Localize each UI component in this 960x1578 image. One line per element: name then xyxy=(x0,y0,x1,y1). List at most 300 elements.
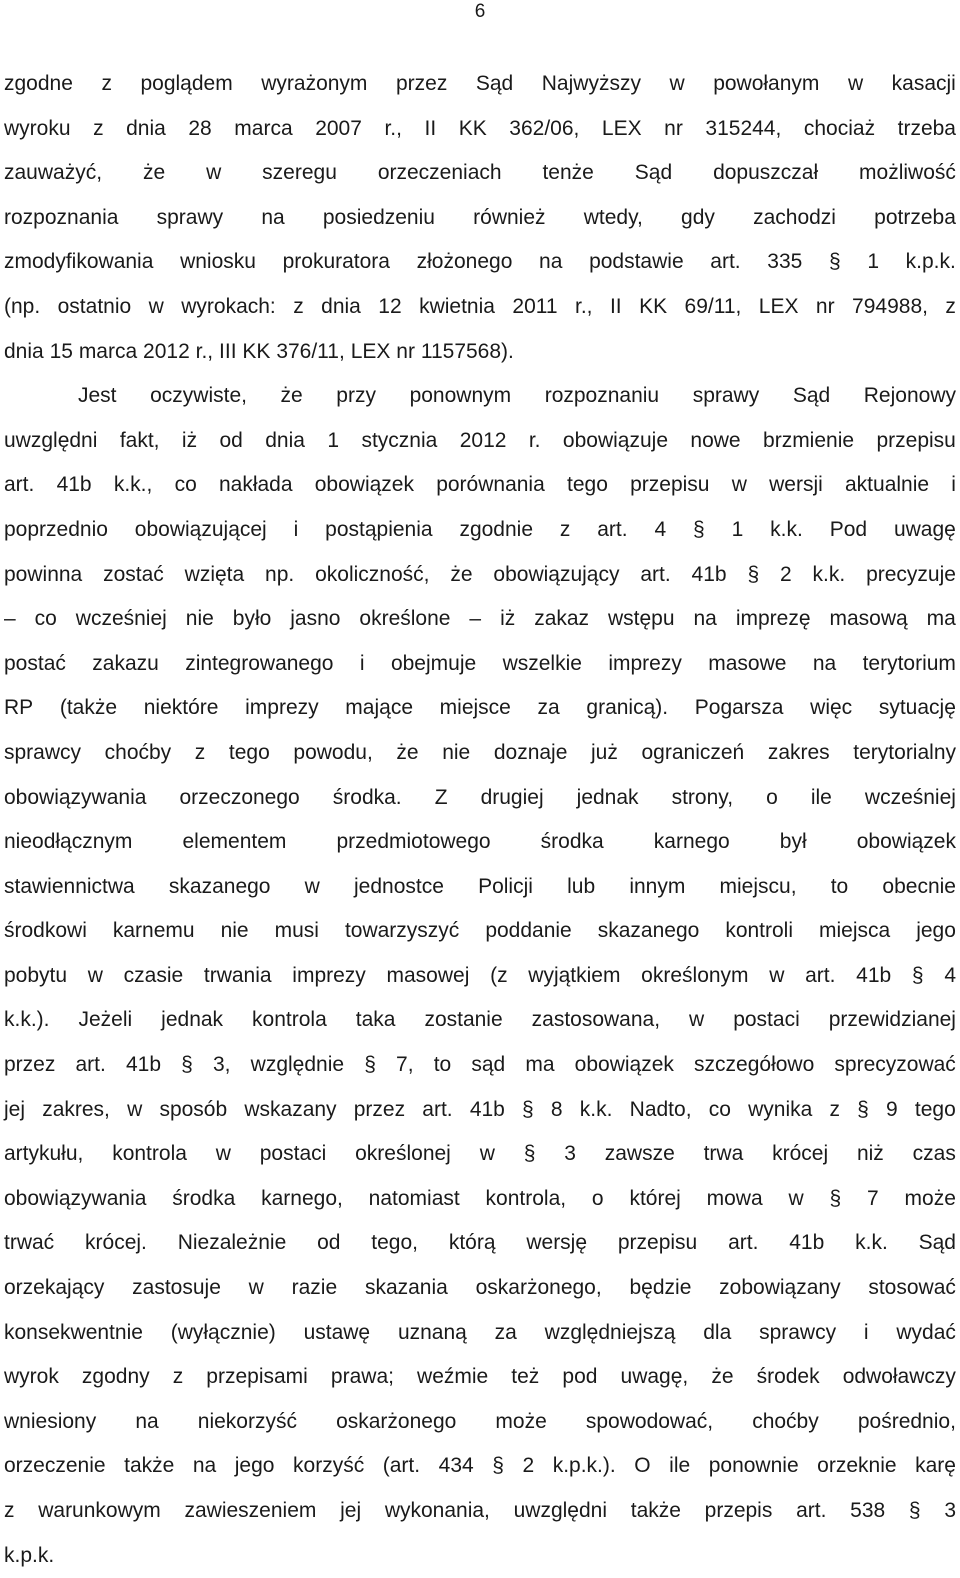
word: r., xyxy=(384,116,402,140)
word: że xyxy=(711,1365,734,1389)
word: postaci xyxy=(733,1008,800,1032)
word: tego xyxy=(914,1097,956,1121)
word: za xyxy=(537,696,560,720)
word: kwietnia xyxy=(419,294,495,318)
word: masowe xyxy=(708,651,787,675)
word: obecnie xyxy=(882,874,956,898)
word: 3 xyxy=(564,1142,576,1166)
word: wyroku xyxy=(4,116,71,140)
word: od xyxy=(219,428,243,452)
word: kasacji xyxy=(891,72,956,95)
word: w xyxy=(215,1142,231,1166)
word: zachodzi xyxy=(753,205,836,229)
text-line xyxy=(4,107,956,152)
word: na xyxy=(693,607,717,631)
word: razie xyxy=(291,1276,338,1300)
word: zakazu xyxy=(92,651,159,675)
text-line xyxy=(4,196,956,241)
text-line xyxy=(4,731,956,776)
word: pośrednio, xyxy=(857,1409,956,1433)
word: w xyxy=(148,294,164,318)
word: k.k. xyxy=(812,562,846,586)
word: terytorialny xyxy=(853,740,956,764)
word: względniejszą xyxy=(544,1320,676,1344)
word: k.k. xyxy=(579,1097,613,1121)
word: orzeczonego xyxy=(179,785,300,809)
word: aktualnie xyxy=(845,473,930,497)
word: ostatnio xyxy=(57,294,132,318)
word: 28 xyxy=(188,116,212,140)
text-line xyxy=(4,419,956,464)
text-line xyxy=(4,1088,956,1133)
word: 1 xyxy=(731,517,744,541)
word: 2 xyxy=(780,562,792,586)
word: jasno xyxy=(290,607,341,631)
word: 4 xyxy=(654,517,667,541)
word: ma xyxy=(525,1053,555,1077)
word: przepisu xyxy=(630,473,710,497)
word: Sąd xyxy=(918,1231,956,1255)
word: zastosuje xyxy=(132,1276,221,1300)
word: 1 xyxy=(867,250,880,274)
word: na xyxy=(135,1409,159,1433)
word: orzeczeniach xyxy=(377,161,502,185)
word: przepisami xyxy=(206,1365,308,1389)
word: np. xyxy=(265,562,295,586)
word: fakt, xyxy=(119,428,160,452)
word: 41b xyxy=(125,1053,162,1077)
word: w xyxy=(304,874,320,898)
word: 41b xyxy=(789,1231,825,1255)
word: 7, xyxy=(396,1053,414,1077)
word: miejsce xyxy=(439,696,511,720)
word: 41b xyxy=(856,963,892,987)
word: wstępu xyxy=(608,607,675,631)
word: więc xyxy=(810,696,853,720)
word: nieodłącznym xyxy=(4,830,133,854)
word: postać xyxy=(4,651,66,675)
word: 41b xyxy=(56,473,92,497)
word: trzeba xyxy=(897,116,956,140)
text-line xyxy=(4,1043,956,1088)
word: wyjątkiem xyxy=(528,963,621,987)
word: chociaż xyxy=(803,116,876,140)
word: zgodny xyxy=(81,1365,150,1389)
word: wyrok xyxy=(4,1365,59,1389)
word: Pogarsza xyxy=(694,696,784,720)
word: że xyxy=(142,161,166,185)
word: na xyxy=(261,205,285,229)
word: § xyxy=(747,562,760,586)
word: wcześniej xyxy=(75,607,167,631)
word: (z xyxy=(490,963,508,987)
word: 2011 xyxy=(512,294,558,318)
word: karnemu xyxy=(112,919,195,943)
word: uwagę, xyxy=(620,1365,689,1389)
word: co xyxy=(34,607,57,631)
word: KK xyxy=(242,339,271,363)
word: RP xyxy=(4,696,34,720)
word: masowej xyxy=(386,963,470,987)
word: powinna xyxy=(4,562,83,586)
word: orzeczenie xyxy=(4,1454,106,1478)
text-line xyxy=(4,1266,956,1311)
text-line xyxy=(4,508,956,553)
word: mające xyxy=(345,696,413,720)
word: 12 xyxy=(378,294,402,318)
word: może xyxy=(495,1409,547,1433)
word: wzięta xyxy=(184,562,245,586)
word: zakaz xyxy=(534,607,590,631)
word: środek xyxy=(756,1365,820,1389)
word: Rejonowy xyxy=(863,384,956,408)
text-line xyxy=(4,998,956,1043)
word: towarzyszyć xyxy=(344,919,460,943)
word: nr xyxy=(664,116,683,140)
word: LEX xyxy=(758,294,799,318)
word: i xyxy=(293,517,299,541)
word: ile xyxy=(669,1454,691,1478)
word: spowodować, xyxy=(585,1409,714,1433)
text-line xyxy=(4,1444,956,1489)
word: gdy xyxy=(681,205,715,229)
word: sprecyzować xyxy=(834,1053,956,1077)
word: z xyxy=(559,517,571,541)
word: i xyxy=(951,473,956,497)
word: także xyxy=(630,1499,681,1522)
word: oskarżonego xyxy=(336,1409,457,1433)
word: 538 xyxy=(850,1499,886,1522)
word: już xyxy=(591,740,618,764)
word: przy xyxy=(336,384,376,408)
word: krócej. xyxy=(85,1231,147,1255)
word: z xyxy=(172,1365,184,1389)
word: prokuratora xyxy=(282,250,390,274)
word: 4 xyxy=(944,963,956,987)
word: sytuację xyxy=(878,696,956,720)
word: o xyxy=(766,785,778,809)
word: rozpoznania xyxy=(4,205,119,229)
word: dnia xyxy=(126,116,166,140)
word: karnego, xyxy=(261,1186,343,1210)
word: dnia xyxy=(321,294,361,318)
word: wniesiony xyxy=(4,1409,97,1433)
word: ponownym xyxy=(409,384,512,408)
text-line xyxy=(4,463,956,508)
word: (art. xyxy=(382,1454,421,1478)
word: ponownie xyxy=(708,1454,799,1478)
word: środka xyxy=(172,1186,236,1210)
word: nr xyxy=(815,294,835,318)
word: poddanie xyxy=(485,919,572,943)
word: z xyxy=(4,1499,15,1522)
word: jednak xyxy=(576,785,639,809)
word: Jest xyxy=(78,384,117,408)
word: sposób xyxy=(159,1097,228,1121)
word: wszelkie xyxy=(502,651,582,675)
word: terytorium xyxy=(862,651,956,675)
word: § xyxy=(829,1186,842,1210)
word: jego xyxy=(916,919,956,943)
word: 362/06, xyxy=(509,116,580,140)
word: 41b xyxy=(691,562,727,586)
word: art. xyxy=(640,562,671,586)
word: obowiązywania xyxy=(4,1186,147,1210)
word: art. xyxy=(796,1499,827,1522)
word: było xyxy=(232,607,272,631)
word: posiedzeniu xyxy=(322,205,435,229)
word: uwzględni xyxy=(4,428,98,452)
word: choćby xyxy=(104,740,172,764)
word: wtedy, xyxy=(583,205,643,229)
word: LEX xyxy=(350,339,391,363)
word: imprezy xyxy=(245,696,319,720)
word: od xyxy=(317,1231,341,1255)
word: także xyxy=(124,1454,175,1478)
word: szczegółowo xyxy=(694,1053,815,1077)
word: obowiązuje xyxy=(562,428,668,452)
word: k.k. xyxy=(855,1231,888,1255)
word: czasie xyxy=(123,963,184,987)
word: (wyłącznie) xyxy=(170,1320,276,1344)
word: jej xyxy=(340,1499,362,1522)
word: II xyxy=(424,116,437,140)
word: skazanego xyxy=(597,919,700,943)
word: obowiązującej xyxy=(134,517,267,541)
word: kontroli xyxy=(725,919,794,943)
word: nr xyxy=(396,339,415,363)
word: że xyxy=(396,740,419,764)
word: z xyxy=(93,116,104,140)
word: zawsze xyxy=(604,1142,675,1166)
word: pod xyxy=(562,1365,598,1389)
word: na xyxy=(812,651,837,675)
word: Najwyższy xyxy=(541,72,641,95)
word: KK xyxy=(639,294,668,318)
word: z xyxy=(945,294,956,318)
text-line xyxy=(4,954,956,999)
word: też xyxy=(511,1365,540,1389)
word: 7 xyxy=(867,1186,879,1210)
word: i xyxy=(863,1320,869,1344)
word: granicą). xyxy=(586,696,669,720)
word: może xyxy=(904,1186,956,1210)
word: określone xyxy=(359,607,451,631)
word: § xyxy=(828,250,841,274)
text-line xyxy=(4,1534,956,1578)
word: art. xyxy=(805,963,836,987)
word: był xyxy=(779,830,807,854)
word: poprzednio xyxy=(4,517,108,541)
word: co xyxy=(174,473,197,497)
text-line xyxy=(4,285,956,330)
text-line xyxy=(4,865,956,910)
text-line xyxy=(4,776,956,821)
word: niektóre xyxy=(143,696,219,720)
word: tego, xyxy=(371,1231,418,1255)
word: 335 xyxy=(767,250,803,274)
word: k.k.). xyxy=(4,1008,50,1032)
word: zostanie xyxy=(424,1008,503,1032)
word: kontrola, xyxy=(485,1186,567,1210)
word: przepisu xyxy=(876,428,956,452)
word: prawa; xyxy=(330,1365,394,1389)
word: strony, xyxy=(671,785,734,809)
word: iż xyxy=(500,607,516,631)
word: środka xyxy=(540,830,604,854)
word: lub xyxy=(567,874,596,898)
word: 794988, xyxy=(852,294,928,318)
word: 1 xyxy=(327,428,340,452)
word: r. xyxy=(528,428,541,452)
word: brzmienie xyxy=(763,428,855,452)
word: to xyxy=(433,1053,452,1077)
word: stosować xyxy=(868,1276,956,1300)
word: niż xyxy=(856,1142,884,1166)
word: karnego xyxy=(653,830,730,854)
word: co xyxy=(708,1097,731,1121)
word: KK xyxy=(458,116,487,140)
word: zobowiązany xyxy=(719,1276,841,1300)
word: Sąd xyxy=(634,161,673,185)
word: art. xyxy=(75,1053,106,1077)
word: w xyxy=(669,72,685,95)
word: szeregu xyxy=(262,161,337,185)
word: zgodne xyxy=(4,72,73,95)
word: jednak xyxy=(161,1008,224,1032)
word: ustawę xyxy=(303,1320,371,1344)
word: zawieszeniem xyxy=(184,1499,317,1522)
word: oczywiste, xyxy=(150,384,247,408)
word: obowiązek xyxy=(856,830,956,854)
word: choćby xyxy=(752,1409,819,1433)
word: wniosku xyxy=(180,250,256,274)
word: nowe xyxy=(690,428,741,452)
word: (także xyxy=(59,696,118,720)
word: 8 xyxy=(550,1097,563,1121)
word: mowa xyxy=(706,1186,763,1210)
word: obejmuje xyxy=(390,651,477,675)
word: miejscu, xyxy=(719,874,797,898)
word: zmodyfikowania xyxy=(4,250,154,274)
text-line xyxy=(4,330,956,375)
text-line xyxy=(4,686,956,731)
word: okoliczność, xyxy=(315,562,430,586)
word: trwać xyxy=(4,1231,55,1255)
word: zostać xyxy=(103,562,164,586)
text-line xyxy=(4,1489,956,1534)
word: Jeżeli xyxy=(78,1008,133,1032)
word: Pod xyxy=(829,517,868,541)
page-number: 6 xyxy=(474,1,486,22)
word: nie xyxy=(442,740,471,764)
word: obowiązujący xyxy=(493,562,620,586)
word: zintegrowanego xyxy=(185,651,334,675)
word: sprawcy xyxy=(759,1320,837,1344)
word: natomiast xyxy=(368,1186,460,1210)
word: k.p.k.). xyxy=(552,1454,616,1478)
word: k.k. xyxy=(770,517,803,541)
word: – xyxy=(4,607,16,631)
word: odwoławczy xyxy=(842,1365,956,1389)
word: weźmie xyxy=(417,1365,489,1389)
word: 3, xyxy=(213,1053,231,1077)
word: art. xyxy=(710,250,741,274)
word: przewidzianej xyxy=(828,1008,956,1032)
word: to xyxy=(830,874,849,898)
word: postaci xyxy=(259,1142,327,1166)
word: imprezy xyxy=(608,651,682,675)
word: § xyxy=(492,1454,504,1478)
word: orzeknie xyxy=(817,1454,897,1478)
word: drugiej xyxy=(480,785,544,809)
text-line xyxy=(4,62,956,107)
word: obowiązek xyxy=(314,473,414,497)
word: obowiązek xyxy=(574,1053,674,1077)
word: 9 xyxy=(886,1097,898,1121)
word: z xyxy=(101,72,112,95)
word: LEX xyxy=(601,116,642,140)
word: wynika xyxy=(748,1097,813,1121)
word: 2007 xyxy=(315,116,362,140)
word: jej xyxy=(4,1097,26,1121)
word: możliwość xyxy=(859,161,956,185)
word: taka xyxy=(355,1008,396,1032)
word: przepis xyxy=(704,1499,773,1522)
word: ograniczeń xyxy=(641,740,745,764)
text-line xyxy=(4,1355,956,1400)
word: kontrola xyxy=(112,1142,187,1166)
word: z xyxy=(194,740,206,764)
word: 1157568). xyxy=(420,339,514,363)
word: złożonego xyxy=(416,250,513,274)
word: § xyxy=(522,1097,534,1121)
text-line xyxy=(4,240,956,285)
word: określonej xyxy=(355,1142,451,1166)
word: tego xyxy=(567,473,608,497)
word: elementem xyxy=(182,830,287,854)
word: 376/11, xyxy=(276,339,345,363)
word: marca xyxy=(234,116,293,140)
word: uwagę xyxy=(893,517,956,541)
word: i xyxy=(359,651,365,675)
word: k.p.k. xyxy=(4,1543,55,1567)
word: powołanym xyxy=(713,72,820,95)
word: również xyxy=(473,205,546,229)
word: z xyxy=(829,1097,840,1121)
word: Sąd xyxy=(792,384,831,408)
word: w xyxy=(788,1186,804,1210)
word: w xyxy=(127,1097,143,1121)
word: zauważyć, xyxy=(4,161,103,185)
word: którą xyxy=(448,1231,496,1255)
word: z xyxy=(293,294,304,318)
word: r., xyxy=(195,339,214,363)
word: § xyxy=(181,1053,193,1077)
word: dnia xyxy=(265,428,305,452)
word: II xyxy=(609,294,622,318)
word: Nadto, xyxy=(629,1097,692,1121)
word: ma xyxy=(926,607,956,631)
word: w xyxy=(206,161,222,185)
word: stawiennictwa xyxy=(4,874,135,898)
document-body xyxy=(4,62,956,1578)
text-line xyxy=(4,1400,956,1445)
word: artykułu, xyxy=(4,1142,84,1166)
word: art. xyxy=(4,473,35,497)
word: jego xyxy=(234,1454,275,1478)
word: uwzględni xyxy=(513,1499,608,1522)
